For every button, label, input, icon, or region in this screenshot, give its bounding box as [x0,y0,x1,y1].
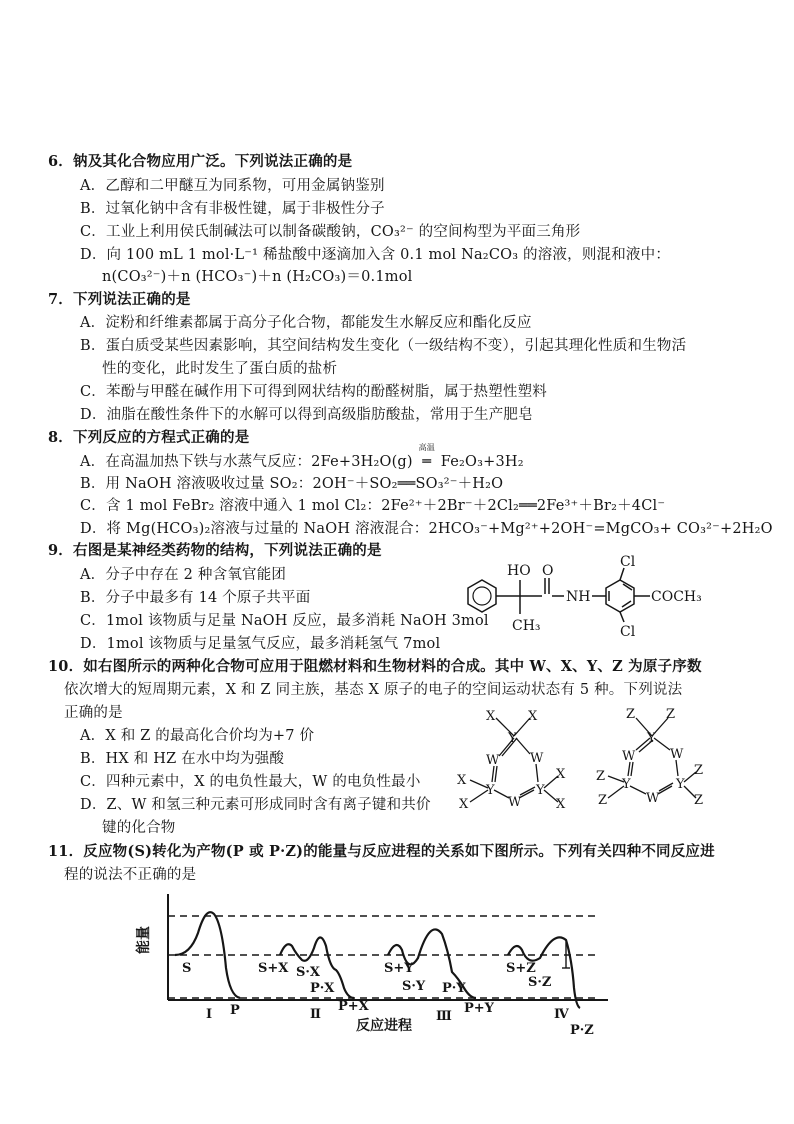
q10-option-b: B．HX 和 HZ 在水中均为强酸 [80,751,285,767]
z-left-top: Z [596,769,606,784]
y-right: Y [676,777,685,792]
w-right: W [530,751,544,766]
q8-option-d: D．将 Mg(HCO₃)₂溶液与过量的 NaOH 溶液混合：2HCO₃⁻+Mg²⁺+2OH⁻=MgCO₃+ CO₃²⁻+2H₂O [80,521,773,537]
bond-ring-cl-bot [620,612,624,622]
q7-option-a: A．淀粉和纤维素都属于高分子化合物，都能发生水解反应和酯化反应 [80,315,532,331]
label-iv-sz-plus: S+Z [506,961,536,976]
ylabel-energy: 能量 [136,926,152,954]
benzene-ring-left [468,580,496,612]
label-acetyl: COCH₃ [651,589,702,605]
q10-stem-3: 正确的是 [64,705,123,721]
label-ii-pxplus: P+X [338,999,369,1014]
y-top: Y [647,731,656,746]
x-top-right: X [528,709,538,724]
label-iii-sy: S·Y [402,979,426,994]
w-bottom: W [508,795,522,810]
label-methyl: CH₃ [512,618,541,634]
roman-iii: Ⅲ [436,1009,452,1024]
label-ho: HO [507,563,531,579]
q9-option-b: B．分子中最多有 14 个原子共平面 [80,590,311,606]
label-nh: NH [566,589,591,605]
label-i-s: S [182,961,192,976]
label-ii-sx-plus: S+X [258,961,289,976]
roman-i: Ⅰ [206,1007,213,1022]
q7-option-d: D．油脂在酸性条件下的水解可以得到高级脂肪酸盐，常用于生产肥皂 [80,407,533,423]
q10-option-d-cont: 键的化合物 [102,820,176,836]
q11-stem-1: 11．反应物(S)转化为产物(P 或 P·Z)的能量与反应进程的关系如下图所示。下列有关四种不同反应进 [48,843,715,860]
x-right-bottom: X [556,797,566,812]
q7-option-b-cont: 性的变化，此时发生了蛋白质的盐析 [102,361,338,377]
y-left: Y [486,783,495,798]
z-left-bottom: Z [598,793,608,808]
q9-stem: 9．右图是某神经类药物的结构，下列说法正确的是 [48,542,382,559]
label-cl-top: Cl [620,554,636,570]
w-left: W [486,753,500,768]
benzene-ring-left-inner [473,587,491,605]
q6-option-b: B．过氧化钠中含有非极性键，属于非极性分子 [80,201,385,217]
q10-stem-2: 依次增大的短周期元素，X 和 Z 同主族，基态 X 原子的电子的空间运动状态有 5 种。下列说法 [64,682,683,698]
q9-option-d: D．1mol 该物质与足量氢气反应，最多消耗氢气 7mol [80,636,441,652]
x-left-bottom: X [459,797,469,812]
q8-a-arrow [413,443,441,472]
label-cl-bottom: Cl [620,624,636,640]
w-bottom: W [646,791,660,806]
q8-a-products: Fe₂O₃+3H₂ [440,454,524,470]
benzene-ring-right [606,580,634,612]
q8-option-c: C．含 1 mol FeBr₂ 溶液中通入 1 mol Cl₂：2Fe²⁺＋2Br⁻＋2Cl₂══2Fe³⁺＋Br₂＋4Cl⁻ [80,498,666,514]
label-ii-sx: S·X [296,965,321,980]
q9-option-a: A．分子中存在 2 种含氧官能团 [80,567,287,583]
q11-stem-2: 程的说法不正确的是 [64,867,197,883]
q6-option-d: D．向 100 mL 1 mol·L⁻¹ 稀盐酸中逐滴加入含 0.1 mol Na₂CO₃ 的溶液，则混和液中： [80,247,671,263]
q6-option-c: C．工业上利用侯氏制碱法可以制备碳酸钠，CO₃²⁻ 的空间构型为平面三角形 [80,224,581,240]
roman-iv: Ⅳ [554,1007,569,1022]
w-right: W [670,747,684,762]
q10-ring-structure-z [592,706,722,811]
label-ii-px: P·X [310,981,335,996]
q7-option-c: C．苯酚与甲醛在碱作用下可得到网状结构的酚醛树脂，属于热塑性塑料 [80,384,547,400]
q8-stem: 8．下列反应的方程式正确的是 [48,429,250,446]
label-i-p: P [230,1003,240,1018]
label-carbonyl-o: O [542,563,554,579]
q8-option-a [80,443,524,472]
q11-energy-diagram [130,888,630,1048]
q7-stem: 7．下列说法正确的是 [48,291,191,308]
y-top: Y [508,731,517,746]
q10-stem-1: 10．如右图所示的两种化合物可应用于阻燃材料和生物材料的合成。其中 W、X、Y、Z 为原子序数 [48,658,702,675]
x-right-top: X [556,767,566,782]
y-left: Y [622,777,631,792]
x-left-top: X [457,773,467,788]
z-top-left: Z [626,707,636,722]
q8-a-equals-icon: ═ [422,454,432,470]
q8-a-reactants: A．在高温加热下铁与水蒸气反应：2Fe+3H₂O(g) [80,454,413,470]
z-top-right: Z [666,707,676,722]
q10-option-a: A．X 和 Z 的最高化合价均为+7 价 [80,728,315,744]
q9-molecule-structure [460,556,730,646]
q8-option-b: B．用 NaOH 溶液吸收过量 SO₂：2OH⁻＋SO₂══SO₃²⁻＋H₂O [80,476,504,492]
q10-option-c: C．四种元素中，X 的电负性最大，W 的电负性最小 [80,774,421,790]
q10-option-d: D．Z、W 和氢三种元素可形成同时含有离子键和共价 [80,797,431,813]
z-right-bottom: Z [694,793,704,808]
label-iv-pz: P·Z [570,1023,594,1038]
label-iii-pyplus: P+Y [464,1001,494,1016]
q6-stem: 6．钠及其化合物应用广泛。下列说法正确的是 [48,153,353,170]
label-iv-sz: S·Z [528,975,552,990]
label-iii-py: P·Y [442,981,466,996]
x-top-left: X [486,709,496,724]
q8-a-condition: 高温 [418,443,435,452]
xlabel-progress: 反应进程 [356,1018,412,1034]
w-left: W [622,749,636,764]
roman-ii: Ⅱ [310,1007,321,1022]
q7-option-b: B．蛋白质受某些因素影响，其空间结构发生变化（一级结构不变），引起其理化性质和生物活 [80,338,687,354]
label-iii-sy-plus: S+Y [384,961,414,976]
q9-option-c: C．1mol 该物质与足量 NaOH 反应，最多消耗 NaOH 3mol [80,613,489,629]
q6-option-a: A．乙醇和二甲醚互为同系物，可用金属钠鉴别 [80,178,385,194]
y-right: Y [536,783,545,798]
q6-option-d-cont: n(CO₃²⁻)＋n (HCO₃⁻)＋n (H₂CO₃)＝0.1mol [102,269,413,285]
z-right-top: Z [694,763,704,778]
q10-ring-structure-x [452,708,582,813]
